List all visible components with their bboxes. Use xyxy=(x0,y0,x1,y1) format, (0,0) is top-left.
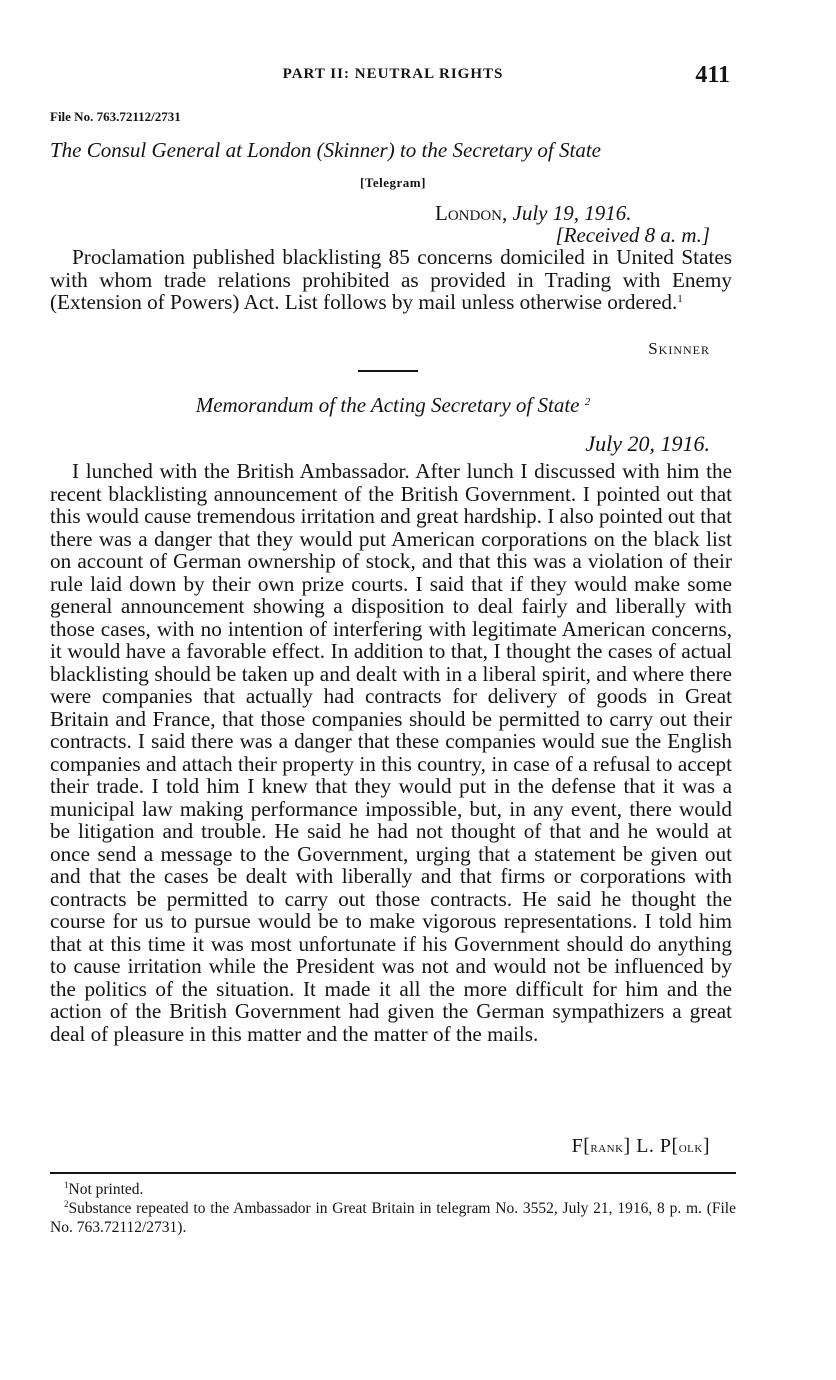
footnote-ref-2: 2 xyxy=(584,396,591,408)
footnote-text: Substance repeated to the Ambassador in Great Britain in telegram No. 3552, July 21, 1916, 8 p. m. (File No. 763.72112/2731). xyxy=(50,1200,736,1236)
footnotes xyxy=(50,1180,736,1237)
footnote-2 xyxy=(50,1199,736,1237)
page-number: 411 xyxy=(695,62,730,88)
section-divider xyxy=(358,370,418,372)
memorandum-body: I lunched with the British Ambassador. After lunch I discussed with him the recent blacklisting announcement of the British Government. I pointed out that this would cause tremendous irritation and great hardship. I also pointed out that there was a danger that they would put American corporations on the black list on account of German ownership of stock, and that this was a violation of their rule laid down by their own prize courts. I said that if they would make some general announcement showing a disposition to deal fairly and liberally with those cases, with no intention of interfering with legitimate American concerns, it would have a favorable effect. In addition to that, I thought the cases of actual blacklisting should be taken up and dealt with in a liberal spirit, and where there were companies that actually had contracts for delivery of goods in Great Britain and France, that those companies should be permitted to carry out their contracts. I said there was a danger that these companies would sue the English companies and attach their property in this country, in case of a refusal to accept their trade. I told him I knew that they would put in the defense that it was a municipal law making performance impossible, but, in any event, there would be litigation and trouble. He said he had not thought of that and he would at once send a message to the Government, urging that a statement be given out and that the cases be dealt with liberally and that firms or corporations with contracts be permitted to carry out those contracts. He said he thought the course for us to pursue would be to make vigorous representations. I told him that at this time it was most unfortunate if his Government should do anything to cause irritation while the President was not and would not be influenced by the politics of the situation. It made it all the more difficult for him and the action of the British Government had given the German sympathizers a great deal of pleasure in this matter and the matter of the mails. xyxy=(50,459,732,1046)
file-number: File No. 763.72112/2731 xyxy=(50,109,181,124)
running-header xyxy=(50,62,736,92)
sig-part-olk: olk xyxy=(678,1140,703,1156)
sig-part-end: ] xyxy=(702,1135,710,1157)
footnote-marker: 2 xyxy=(64,1199,69,1209)
memorandum-title-text: Memorandum of the Acting Secretary of State xyxy=(195,393,580,417)
footnote-1 xyxy=(50,1180,736,1199)
memorandum-date: July 20, 1916. xyxy=(585,431,710,456)
footnote-marker: 1 xyxy=(64,1180,69,1190)
telegram-body xyxy=(50,246,732,314)
memorandum-title xyxy=(50,393,736,418)
received-time: [Received 8 a. m.] xyxy=(555,223,710,247)
sig-part-l: ] L. P[ xyxy=(623,1135,679,1157)
telegram-signature: Skinner xyxy=(648,339,710,358)
sig-part-rank: rank xyxy=(590,1140,624,1156)
dateline-date: July 19, 1916. xyxy=(512,201,632,225)
telegram-subtitle: [Telegram] xyxy=(360,175,426,190)
footnote-rule xyxy=(50,1172,736,1174)
sig-part-f: F[ xyxy=(571,1135,591,1157)
telegram-title: The Consul General at London (Skinner) to the Secretary of State xyxy=(50,138,601,162)
telegram-body-text: Proclamation published blacklisting 85 concerns domiciled in United States with whom trade relations prohibited as provided in Trading with Enemy (Extension of Powers) Act. List follows by mail unless otherwise ordered. xyxy=(50,245,732,314)
memorandum-signature xyxy=(572,1135,710,1158)
dateline-place: London, xyxy=(435,201,508,225)
document-page xyxy=(50,0,736,1380)
running-title: PART II: NEUTRAL RIGHTS xyxy=(282,66,504,82)
footnote-text: Not printed. xyxy=(68,1181,144,1198)
footnote-ref-1: 1 xyxy=(677,293,683,305)
